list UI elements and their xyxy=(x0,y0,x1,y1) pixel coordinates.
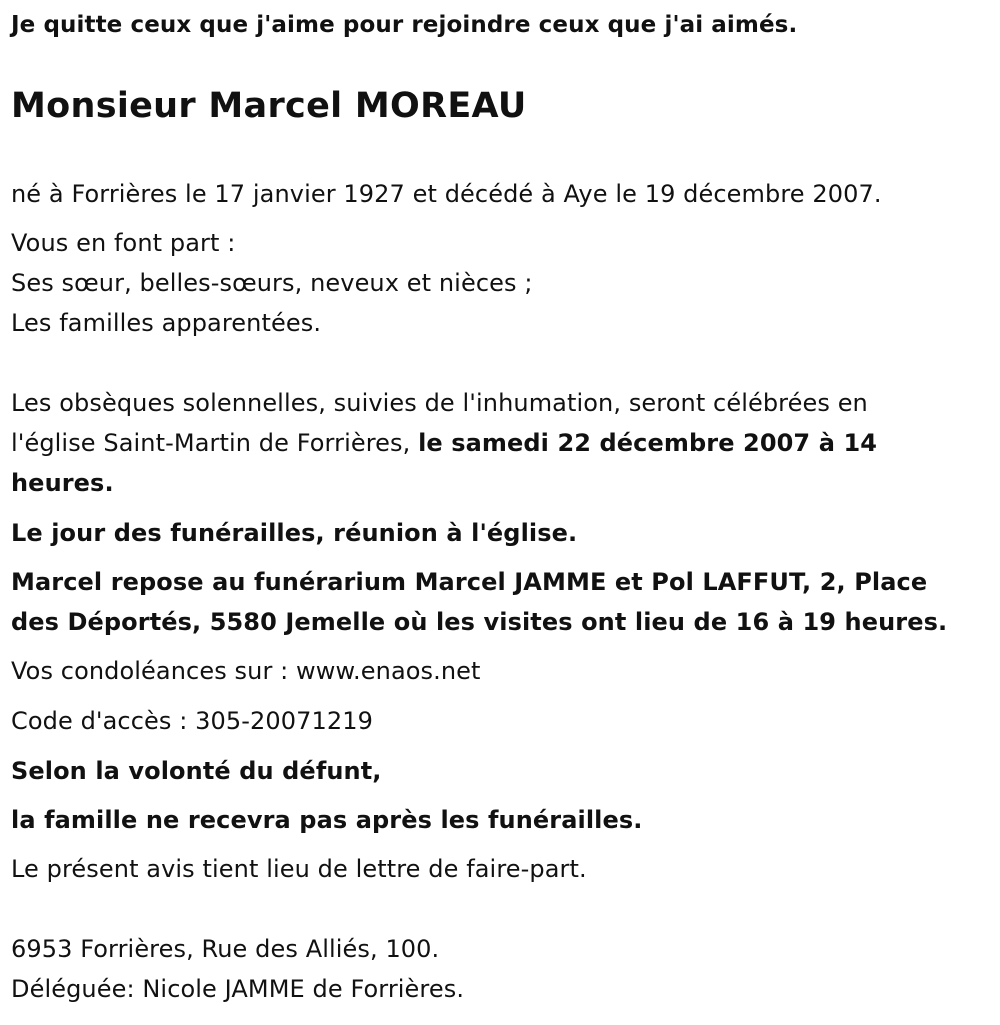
funeral-location: l'église Saint-Martin de Forrières, xyxy=(11,429,419,457)
delegate-line: Déléguée: Nicole JAMME de Forrières. xyxy=(11,975,465,1003)
family-line-2: Les familles apparentées. xyxy=(11,309,322,337)
wish-line-2: la famille ne recevra pas après les funérailles. xyxy=(11,806,643,834)
notice-line: Le présent avis tient lieu de lettre de faire-part. xyxy=(11,855,587,883)
funeral-line-2 xyxy=(11,423,877,463)
wish-line-1: Selon la volonté du défunt, xyxy=(11,757,382,785)
rest-line-2: des Déportés, 5580 Jemelle où les visites ont lieu de 16 à 19 heures. xyxy=(11,608,948,636)
access-code-line: Code d'accès : 305-20071219 xyxy=(11,707,373,735)
quote: Je quitte ceux que j'aime pour rejoindre ceux que j'ai aimés. xyxy=(11,12,798,38)
address-line: 6953 Forrières, Rue des Alliés, 100. xyxy=(11,935,440,963)
announcement-intro: Vous en font part : xyxy=(11,229,236,257)
condolences-line: Vos condoléances sur : www.enaos.net xyxy=(11,657,481,685)
birth-death-line: né à Forrières le 17 janvier 1927 et décédé à Aye le 19 décembre 2007. xyxy=(11,180,882,208)
deceased-name: Monsieur Marcel MOREAU xyxy=(11,86,527,126)
meeting-line: Le jour des funérailles, réunion à l'église. xyxy=(11,519,578,547)
funeral-date: le samedi 22 décembre 2007 à 14 xyxy=(418,429,878,457)
family-line-1: Ses sœur, belles-sœurs, neveux et nièces ; xyxy=(11,269,533,297)
funeral-line-1: Les obsèques solennelles, suivies de l'inhumation, seront célébrées en xyxy=(11,389,868,417)
rest-line-1: Marcel repose au funérarium Marcel JAMME et Pol LAFFUT, 2, Place xyxy=(11,568,928,596)
funeral-line-3: heures. xyxy=(11,469,114,497)
